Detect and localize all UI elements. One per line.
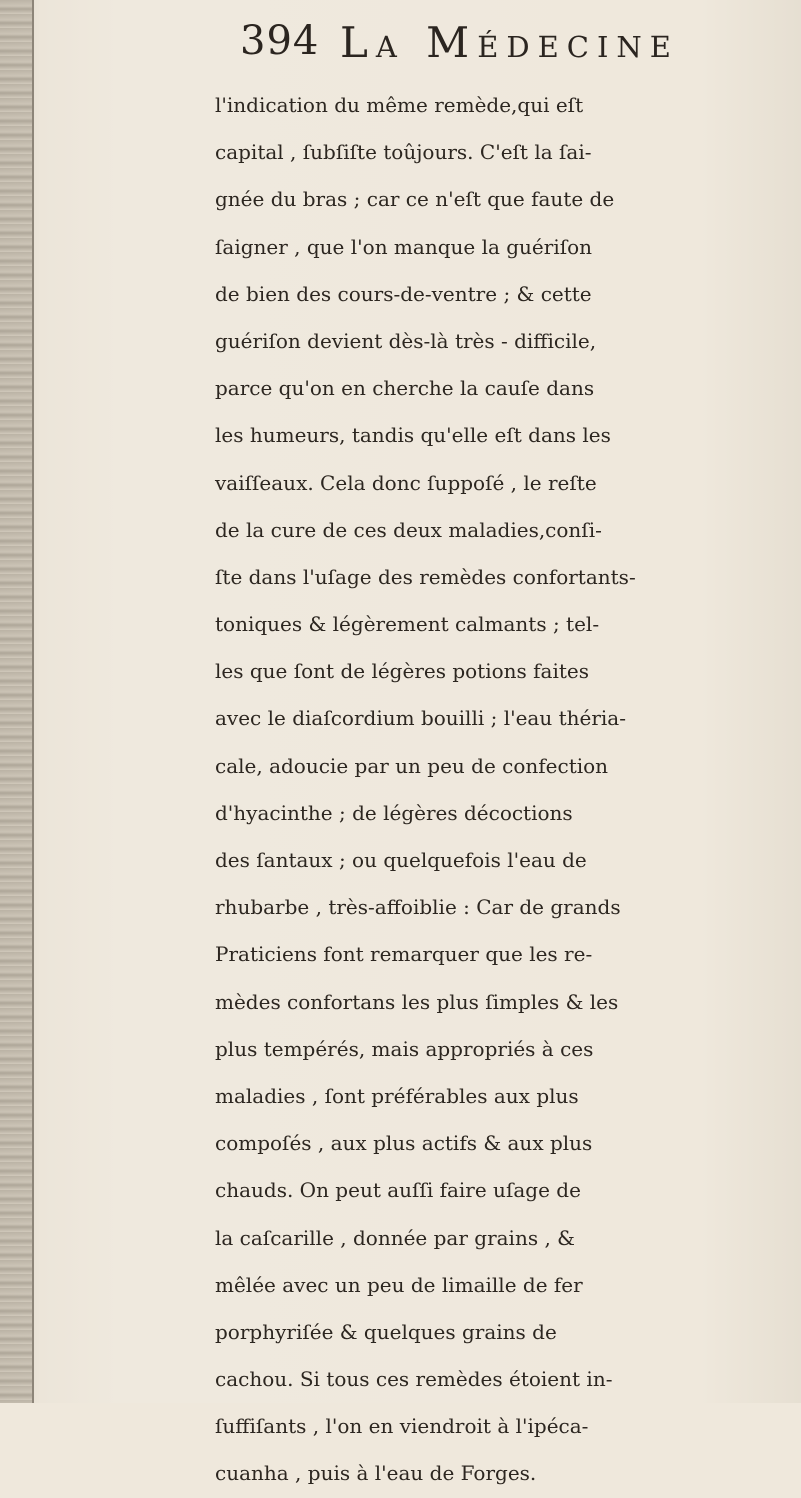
text-line: de bien des cours-de-ventre ; & cette [215, 281, 592, 306]
text-line: des ſantaux ; ou quelquefois l'eau de [215, 848, 587, 872]
text-line: l'indication du même remède,qui eſt [215, 93, 584, 117]
running-title: La Médecine [340, 18, 679, 67]
text-line: la caſcarille , donnée par grains , & [215, 1225, 575, 1250]
text-line: parce qu'on en cherche la cauſe dans [215, 376, 595, 401]
text-line: compoſés , aux plus actifs & aux plus [215, 1131, 593, 1156]
text-line: gnée du bras ; car ce n'eſt que faute de [215, 187, 615, 212]
text-line: avec le diaſcordium bouilli ; l'eau théria- [215, 706, 626, 731]
text-line: Praticiens font remarquer que les re- [215, 942, 593, 967]
text-line: ſuffiſants , l'on en viendroit à l'ipéca- [215, 1414, 589, 1439]
text-line: ſaigner , que l'on manque la guériſon [215, 234, 593, 259]
page-header [240, 18, 800, 78]
text-line: chauds. On peut auſſi faire uſage de [215, 1178, 581, 1203]
text-line: mêlée avec un peu de limaille de fer [215, 1272, 583, 1297]
page-number: 394 [240, 18, 320, 64]
text-line: plus tempérés, mais appropriés à ces [215, 1036, 594, 1061]
text-line: guériſon devient dès-là très - difficile, [215, 328, 597, 353]
text-line: d'hyacinthe ; de légères décoctions [215, 800, 573, 825]
text-line: maladies , ſont préférables aux plus [215, 1083, 579, 1108]
text-line: cuanha , puis à l'eau de Forges. [215, 1461, 537, 1486]
text-line: cale, adoucie par un peu de confection [215, 753, 609, 778]
text-line: rhubarbe , très-affoiblie : Car de grands [215, 895, 621, 920]
text-line: toniques & légèrement calmants ; tel- [215, 612, 600, 637]
text-line: cachou. Si tous ces remèdes étoient in- [215, 1367, 613, 1392]
text-line: porphyriſée & quelques grains de [215, 1319, 557, 1344]
text-line: mèdes confortans les plus ſimples & les [215, 989, 619, 1014]
text-line: les que ſont de légères potions faites [215, 659, 590, 684]
text-line: ſte dans l'uſage des remèdes confortants- [215, 564, 636, 589]
text-line: les humeurs, tandis qu'elle eſt dans les [215, 423, 611, 448]
text-line: vaiſſeaux. Cela donc ſuppoſé , le reſte [215, 470, 597, 495]
body-text [215, 82, 800, 1498]
page-gutter-line [32, 0, 34, 1403]
text-line: de la cure de ces deux maladies,conſi- [215, 517, 602, 542]
text-line: capital , ſubſiſte toûjours. C'eſt la ſai- [215, 140, 592, 165]
adjacent-page-edge [0, 0, 32, 1403]
